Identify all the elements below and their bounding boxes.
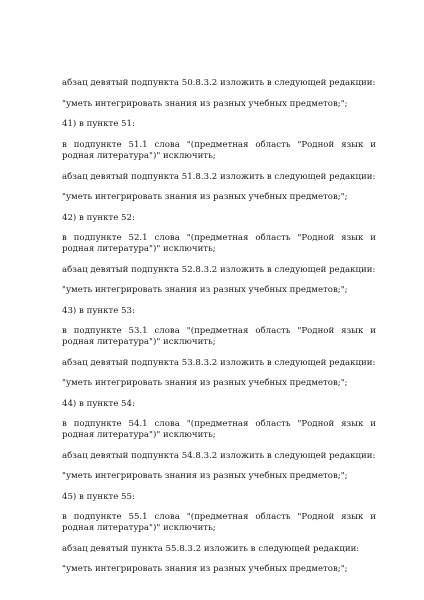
paragraph-quote: "уметь интегрировать знания из разных учебных предметов;"; (62, 378, 348, 388)
paragraph-item-43: 43) в пункте 53: (62, 306, 135, 316)
paragraph-subitem-51-1: в подпункте 51.1 слова "(предметная область "Родной язык и родная литература")" исключить; (62, 140, 376, 161)
paragraph-quote: "уметь интегрировать знания из разных учебных предметов;"; (62, 471, 348, 481)
paragraph-edit-54-8-3-2: абзац девятый подпункта 54.8.3.2 изложить в следующей редакции: (62, 451, 376, 461)
paragraph-subitem-53-1: в подпункте 53.1 слова "(предметная область "Родной язык и родная литература")" исключить; (62, 326, 376, 347)
paragraph-subitem-55-1: в подпункте 55.1 слова "(предметная область "Родной язык и родная литература")" исключить; (62, 512, 376, 533)
paragraph-item-41: 41) в пункте 51: (62, 119, 135, 129)
paragraph-edit-55-8-3-2: абзац девятый пункта 55.8.3.2 изложить в следующей редакции: (62, 544, 360, 554)
paragraph-edit-51-8-3-2: абзац девятый подпункта 51.8.3.2 изложить в следующей редакции: (62, 172, 376, 182)
paragraph-edit-50-8-3-2: абзац девятый подпункта 50.8.3.2 изложить в следующей редакции: (62, 78, 376, 88)
paragraph-quote: "уметь интегрировать знания из разных учебных предметов;"; (62, 564, 348, 574)
document-page (62, 0, 376, 600)
paragraph-quote: "уметь интегрировать знания из разных учебных предметов;"; (62, 192, 348, 202)
paragraph-subitem-54-1: в подпункте 54.1 слова "(предметная область "Родной язык и родная литература")" исключить; (62, 419, 376, 440)
paragraph-subitem-52-1: в подпункте 52.1 слова "(предметная область "Родной язык и родная литература")" исключить; (62, 233, 376, 254)
paragraph-edit-52-8-3-2: абзац девятый подпункта 52.8.3.2 изложить в следующей редакции: (62, 265, 376, 275)
paragraph-edit-53-8-3-2: абзац девятый подпункта 53.8.3.2 изложить в следующей редакции: (62, 358, 376, 368)
paragraph-quote: "уметь интегрировать знания из разных учебных предметов;"; (62, 285, 348, 295)
paragraph-item-42: 42) в пункте 52: (62, 213, 135, 223)
paragraph-item-45: 45) в пункте 55: (62, 492, 135, 502)
paragraph-quote: "уметь интегрировать знания из разных учебных предметов;"; (62, 99, 348, 109)
paragraph-item-44: 44) в пункте 54: (62, 399, 135, 409)
